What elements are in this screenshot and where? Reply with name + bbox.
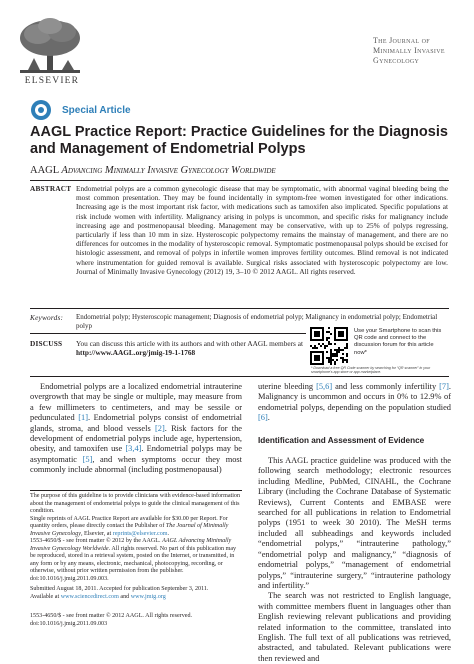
discuss-text bbox=[76, 339, 308, 357]
footnote-available bbox=[30, 594, 242, 602]
citation-link[interactable]: [6] bbox=[258, 413, 268, 423]
citation-link[interactable]: [5] bbox=[82, 454, 93, 464]
body-text: Endometrial polyps are a localized endometrial intrauterine overgrowth that may be single or multiple, may measure from a few millimeters to centimeters, and may be sessile or pedunculated bbox=[30, 382, 242, 423]
footnote-text: . All rights reserved. No part of this publication may be reproduced, stored in a retrieval system, posted on the Internet, or transmitted, in any form or by any means, electronic, mechanical, photocopying, recording, or otherwise, without prior written permission from the publisher. doi:10.1016/j.jmig.2011.09.003. bbox=[30, 545, 237, 582]
footnote-rule bbox=[30, 490, 242, 491]
citation-link[interactable]: [5,6] bbox=[316, 382, 333, 391]
body-text: and less commonly infertility bbox=[332, 382, 440, 391]
article-title: AAGL Practice Report: Practice Guidelines for the Diagnosis and Management of Endometrial Polyps bbox=[30, 124, 448, 157]
footnote-purpose: The purpose of this guideline is to provide clinicians with evidence-based information about the management of endometrial polyps to guide the clinical management of this condition. bbox=[30, 493, 241, 514]
abstract-label: ABSTRACT bbox=[30, 184, 72, 193]
journal-header bbox=[0, 0, 474, 96]
section-heading: Identification and Assessment of Evidence bbox=[258, 435, 425, 445]
footnote-text: , Elsevier, at bbox=[80, 530, 113, 537]
citation-link[interactable]: [2] bbox=[154, 423, 165, 433]
reprints-email-link[interactable]: reprints@elsevier.com bbox=[112, 530, 168, 537]
bottom-matter bbox=[30, 613, 242, 628]
keywords-label: Keywords: bbox=[30, 313, 64, 322]
journal-title bbox=[373, 36, 445, 66]
body-text: uterine bleeding bbox=[258, 382, 317, 391]
body-text: . Endometrial polyps consist of endometrial glands, stroma, and blood vessels bbox=[30, 413, 242, 433]
footnote-reprints bbox=[30, 516, 242, 539]
footnote-submitted: Submitted August 18, 2011. Accepted for publication September 3, 2011. bbox=[30, 586, 209, 592]
body-text: . Risk factors for the development of endometrial polyps include age, hypertension, obesity, and tamoxifen use bbox=[30, 423, 242, 454]
body-paragraph: This AAGL practice guideline was produced with the following search methodology; electronic resources including Medline, PubMed, CINAHL, the Cochrane Library (including the Cochrane Database of Systematic Reviews), Current Contents and EMBASE were searched for all publications in relation to Endometrial polyps (1951 to week 30 2010). The MeSH terms included all subheadings and keywords included “endometrial polyps,” “intrauterine pathology,” “endometrial polyp and malignancy,” “diagnosis of endometrial polyps,” “management of endometrial polyps,” “intrauterine surgery,” “intrauterine pathology and infertility.” bbox=[258, 456, 451, 590]
journal-title-line1: The Journal of bbox=[373, 36, 430, 45]
discuss-link[interactable]: http://www.AAGL.org/jmig-19-1-1768 bbox=[76, 348, 196, 358]
body-column-left bbox=[30, 382, 242, 476]
footnote-text: Single reprints of AAGL Practice Report are available for $30.00 per Report. For quantity orders, please directly contact the Publisher of bbox=[30, 515, 228, 529]
body-text: . Endometrial polyps may be asymptomatic bbox=[30, 444, 242, 464]
publisher-name: ELSEVIER bbox=[24, 76, 80, 86]
body-column-right bbox=[258, 382, 451, 664]
doi-line: doi:10.1016/j.jmig.2011.09.003 bbox=[30, 620, 108, 627]
citation-link[interactable]: [1] bbox=[78, 413, 88, 423]
body-paragraph bbox=[30, 382, 242, 476]
front-matter-line: 1553-4650/$ - see front matter © 2012 AAGL. All rights reserved. bbox=[30, 613, 193, 619]
body-text: , and when symptoms occur they most commonly include abnormal (including postmenopausal) bbox=[30, 454, 243, 475]
footnote-text: Available at bbox=[30, 593, 61, 600]
abstract-top-rule bbox=[30, 180, 449, 181]
jmig-link[interactable]: www.jmig.org bbox=[130, 593, 166, 600]
footnote-text: 1553-4650/$ - see front matter © 2012 by the AAGL. bbox=[30, 538, 163, 544]
footnote-block bbox=[30, 493, 242, 601]
abstract-text: Endometrial polyps are a common gynecologic disease that may be symptomatic, with abnormal vaginal bleeding being the most common presentation. They may be found incidentally in symptom-free women investigated for other indications. Increasing age is the most important risk factor, with medications such as tamoxifen also implicated. Specific populations at risk include women with infertility. Malignancy arising in polyps is uncommon, and specific risks for malignancy include increasing age and postmenopausal bleeding. Management may be conservative, with up to 25% of polyps regressing, particularly if less than 10 mm in size. Hysteroscopic polypectomy remains the mainstay of management, and there are no differences for outcomes in the modality of hysteroscopic removal. Symptomatic postmenopausal polyps should be excised for histologic assessment, and removal of polyps in infertile women improves fertility outcomes. Blind removal is not indicated where instrumentation for guided removal is available. Surgical risks associated with hysteroscopic polypectomy are low. Journal of Minimally Invasive Gynecology (2012) 19, 3–10 © 2012 AAGL. All rights reserved. bbox=[76, 184, 448, 276]
author-org: AAGL bbox=[30, 165, 59, 176]
discuss-body: You can discuss this article with its authors and with other AAGL members at bbox=[76, 339, 303, 348]
citation-link[interactable]: [7] bbox=[439, 382, 449, 391]
qr-note: * Download a free QR Code scanner by searching for “QR scanner” in your smartphone’s app store or app marketplace. bbox=[311, 366, 431, 375]
qr-code[interactable] bbox=[310, 327, 348, 365]
body-paragraph: The search was not restricted to English language, with committee members fluent in languages other than English reviewing relevant publications and providing related information to the committee, translated into English. The full text of all publications was retrieved, abstracted, and tabulated. Relevant publications were then reviewed and bbox=[258, 591, 451, 663]
article-type-icon bbox=[30, 99, 52, 121]
journal-title-line2: Minimally Invasive bbox=[373, 46, 445, 55]
front-matter-bottom-rule bbox=[30, 376, 449, 377]
body-paragraph bbox=[258, 382, 451, 424]
sciencedirect-link[interactable]: www.sciencedirect.com bbox=[60, 593, 119, 600]
article-type-label: Special Article bbox=[62, 104, 131, 116]
keywords-text: Endometrial polyp; Hysteroscopic management; Diagnosis of endometrial polyp; Malignancy in endometrial polyp; Endometrial polyp bbox=[76, 313, 438, 330]
authors-line bbox=[30, 165, 460, 176]
footnote-org: AAGL Advancing Minimally Invasive Gynecology Worldwide bbox=[30, 538, 232, 552]
footnote-copyright bbox=[30, 538, 242, 583]
journal-title-line3: Gynecology bbox=[373, 56, 420, 65]
author-org-tagline: Advancing Minimally Invasive Gynecology Worldwide bbox=[61, 165, 276, 176]
keywords-bottom-rule bbox=[30, 333, 306, 334]
discuss-label: DISCUSS bbox=[30, 339, 63, 348]
body-text: . bbox=[267, 413, 270, 423]
footnote-text: . bbox=[167, 530, 170, 537]
body-text: . Malignancy is uncommon and occurs in 0% to 12.9% of endometrial polyps, depending on the population studied bbox=[258, 382, 451, 412]
footnote-journal: The Journal of Minimally Invasive Gynecology bbox=[30, 523, 229, 537]
footnote-text: and bbox=[118, 593, 131, 600]
abstract-bottom-rule bbox=[30, 308, 449, 309]
citation-link[interactable]: [3,4] bbox=[125, 444, 142, 454]
qr-caption: Use your Smartphone to scan this QR code and connect to the discussion forum for this article now* bbox=[354, 328, 442, 356]
article-type-badge bbox=[30, 99, 131, 121]
